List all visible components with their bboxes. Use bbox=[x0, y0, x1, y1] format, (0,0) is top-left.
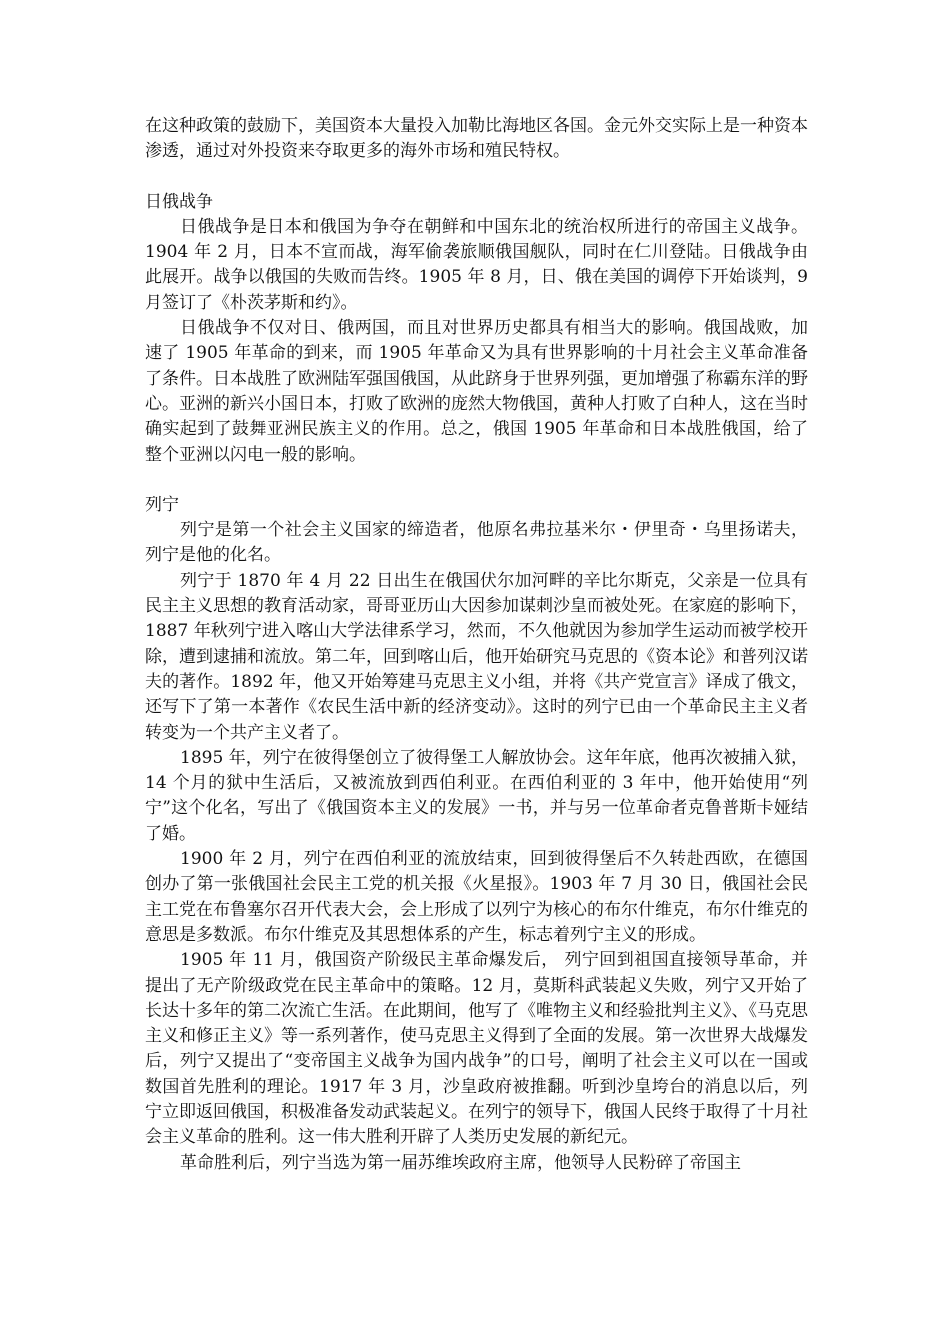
section-heading: 日俄战争 bbox=[145, 191, 213, 212]
paragraph: 日俄战争是日本和俄国为争夺在朝鲜和中国东北的统治权所进行的帝国主义战争。1904 年 2 月，日本不宣而战，海军偷袭旅顺俄国舰队，同时在仁川登陆。日俄战争由此展开。战争以俄国的失败而告终。1905 年 8 月，日、俄在美国的调停下开始谈判，9 月签订了《朴茨茅斯和约》。 bbox=[145, 216, 808, 313]
section-lenin bbox=[145, 493, 808, 1176]
paragraph: 列宁是第一个社会主义国家的缔造者，他原名弗拉基米尔・伊里奇・乌里扬诺夫，列宁是他的化名。 bbox=[145, 520, 808, 566]
paragraph: 革命胜利后，列宁当选为第一届苏维埃政府主席，他领导人民粉碎了帝国主 bbox=[180, 1152, 741, 1173]
paragraph: 1900 年 2 月，列宁在西伯利亚的流放结束，回到彼得堡后不久转赴西欧，在德国创办了第一张俄国社会民主工党的机关报《火星报》。1903 年 7 月 30 日，俄国社会民主工党在布鲁塞尔召开代表大会，会上形成了以列宁为核心的布尔什维克，布尔什维克的意思是多数派。布尔什维克及其思想体系的产生，标志着列宁主义的形成。 bbox=[145, 849, 808, 945]
section-heading: 列宁 bbox=[145, 494, 179, 515]
intro-paragraph: 在这种政策的鼓励下，美国资本大量投入加勒比海地区各国。金元外交实际上是一种资本渗透，通过对外投资来夺取更多的海外市场和殖民特权。 bbox=[145, 116, 808, 162]
paragraph: 1895 年，列宁在彼得堡创立了彼得堡工人解放协会。这年年底，他再次被捕入狱，14 个月的狱中生活后，又被流放到西伯利亚。在西伯利亚的 3 年中，他开始使用“列宁”这个化名，写出了《俄国资本主义的发展》一书，并与另一位革命者克鲁普斯卡娅结了婚。 bbox=[145, 747, 808, 844]
paragraph: 1905 年 11 月，俄国资产阶级民主革命爆发后， 列宁回到祖国直接领导革命，并提出了无产阶级政党在民主革命中的策略。12 月，莫斯科武装起义失败，列宁又开始了长达十多年的第二次流亡生活。在此期间，他写了《唯物主义和经验批判主义》、《马克思主义和修正主义》等一系列著作，使马克思主义得到了全面的发展。第一次世界大战爆发后，列宁又提出了“变帝国主义战争为国内战争”的口号，阐明了社会主义可以在一国或数国首先胜利的理论。1917 年 3 月，沙皇政府被推翻。听到沙皇垮台的消息以后，列宁立即返回俄国，积极准备发动武装起义。在列宁的领导下，俄国人民终于取得了十月社会主义革命的胜利。这一伟大胜利开辟了人类历史发展的新纪元。 bbox=[145, 950, 808, 1148]
document-page bbox=[145, 114, 808, 1176]
section-russo-japanese-war bbox=[145, 190, 808, 468]
section-spacer bbox=[145, 468, 808, 493]
paragraph: 列宁于 1870 年 4 月 22 日出生在俄国伏尔加河畔的辛比尔斯克，父亲是一位具有民主主义思想的教育活动家，哥哥亚历山大因参加谋刺沙皇而被处死。在家庭的影响下，1887 年秋列宁进入喀山大学法律系学习，然而，不久他就因为参加学生运动而被学校开除，遭到逮捕和流放。第二年，回到喀山后，他开始研究马克思的《资本论》和普列汉诺夫的著作。1892 年，他又开始筹建马克思主义小组，并将《共产党宣言》译成了俄文，还写下了第一本著作《农民生活中新的经济变动》。这时的列宁已由一个革命民主主义者转变为一个共产主义者了。 bbox=[145, 570, 808, 743]
paragraph: 日俄战争不仅对日、俄两国，而且对世界历史都具有相当大的影响。俄国战败，加速了 1905 年革命的到来，而 1905 年革命又为具有世界影响的十月社会主义革命准备了条件。日本战胜了欧洲陆军强国俄国，从此跻身于世界列强，更加增强了称霸东洋的野心。亚洲的新兴小国日本，打败了欧洲的庞然大物俄国，黄种人打败了白种人，这在当时确实起到了鼓舞亚洲民族主义的作用。总之，俄国 1905 年革命和日本战胜俄国，给了整个亚洲以闪电一般的影响。 bbox=[145, 318, 808, 465]
section-spacer bbox=[145, 165, 808, 190]
